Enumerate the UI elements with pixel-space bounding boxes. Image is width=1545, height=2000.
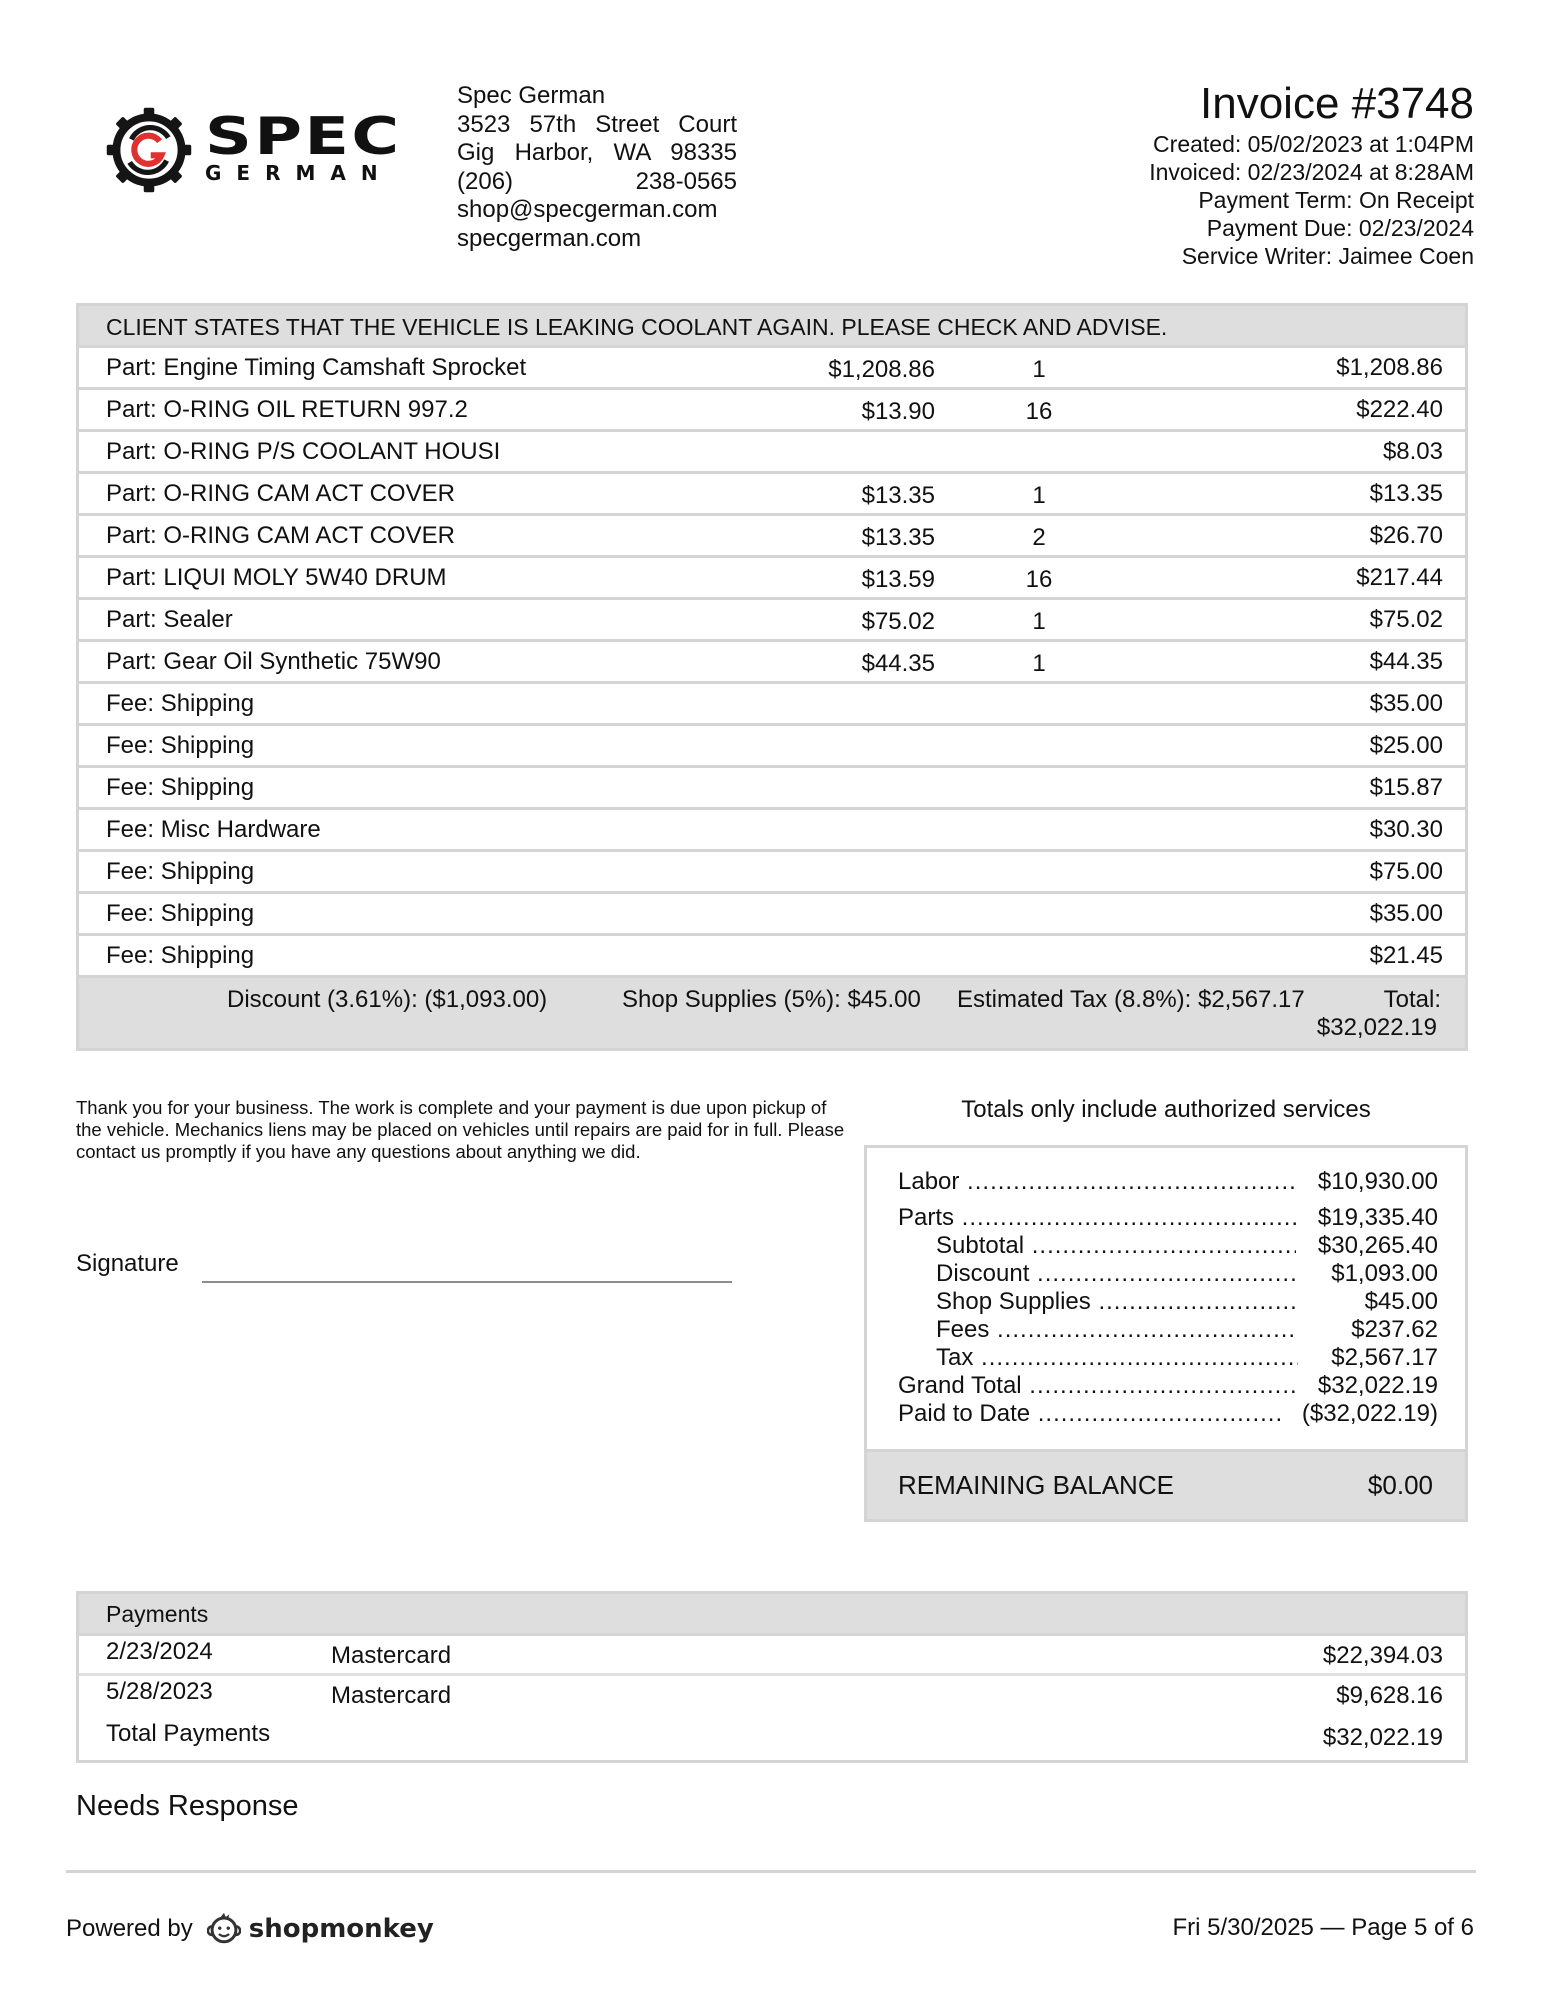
totals-row-label: Labor ..... [898, 1168, 1296, 1196]
line-item-quantity: 2 [1032, 524, 1046, 551]
line-item-row [79, 432, 1465, 474]
line-item-description: Part: O-RING CAM ACT COVER [106, 480, 455, 507]
invoice-meta [1149, 78, 1474, 270]
service-writer: Service Writer: Jaimee Coen [1181, 243, 1474, 269]
line-item-description: Fee: Shipping [106, 732, 255, 759]
payment-method: Mastercard [331, 1642, 452, 1669]
gear-logo-icon [105, 106, 193, 194]
logo-wordmark-bottom: GERMAN [205, 161, 393, 185]
totals-row-tax [898, 1344, 1438, 1372]
payments-header: Payments [79, 1594, 1465, 1636]
shop-address-line2: Gig Harbor, WA 98335 [457, 139, 737, 166]
shop-logo [105, 105, 405, 195]
shop-address-line1: 3523 57th Street Court [457, 110, 737, 138]
totals-row-parts [898, 1204, 1438, 1232]
line-item-description: Part: Engine Timing Camshaft Sprocket [106, 354, 527, 381]
totals-row-paid-to-date [898, 1400, 1438, 1428]
line-item-description: Part: Sealer [106, 606, 233, 633]
totals-row-label: Parts ..... [898, 1204, 1296, 1232]
line-item-description: Fee: Shipping [106, 858, 255, 885]
payments-table [76, 1591, 1468, 1763]
line-item-total: $75.00 [1369, 858, 1443, 885]
shop-supplies-summary: Shop Supplies (5%): $45.00 [622, 986, 921, 1013]
line-item-total: $26.70 [1369, 522, 1443, 549]
line-item-row [79, 516, 1465, 558]
total-value: $32,022.19 [1316, 1014, 1437, 1041]
items-summary-row [79, 978, 1465, 1048]
payment-date: 2/23/2024 [106, 1638, 213, 1665]
line-item-row [79, 558, 1465, 600]
totals-row-fees [898, 1316, 1438, 1344]
line-item-quantity: 1 [1032, 650, 1046, 677]
line-item-row [79, 726, 1465, 768]
signature-label: Signature [76, 1250, 179, 1277]
line-item-description: Part: O-RING CAM ACT COVER [106, 522, 455, 549]
line-item-unit-price: $13.59 [861, 566, 935, 593]
discount-summary: Discount (3.61%): ($1,093.00) [227, 986, 548, 1013]
customer-concern: CLIENT STATES THAT THE VEHICLE IS LEAKING COOLANT AGAIN. PLEASE CHECK AND ADVISE. [79, 306, 1465, 348]
line-item-unit-price: $13.35 [861, 482, 935, 509]
totals-row-label: Grand Total ..... [898, 1372, 1296, 1400]
line-item-quantity: 1 [1032, 608, 1046, 635]
totals-row-value: $237.62 [1351, 1316, 1438, 1343]
payment-row [79, 1676, 1465, 1718]
line-item-description: Fee: Shipping [106, 774, 255, 801]
line-item-total: $222.40 [1356, 396, 1443, 423]
line-item-description: Fee: Shipping [106, 690, 255, 717]
total-payments-row [79, 1718, 1465, 1760]
line-item-row [79, 600, 1465, 642]
line-item-total: $44.35 [1369, 648, 1443, 675]
line-item-total: $217.44 [1356, 564, 1443, 591]
shopmonkey-monkey-icon [207, 1912, 241, 1946]
page-info: Fri 5/30/2025 — Page 5 of 6 [1172, 1914, 1474, 1941]
shop-contact-info [457, 82, 737, 253]
line-item-unit-price: $44.35 [861, 650, 935, 677]
estimated-tax-summary: Estimated Tax (8.8%): $2,567.17 [957, 986, 1305, 1013]
line-item-quantity: 1 [1032, 356, 1046, 383]
totals-row-value: $32,022.19 [1317, 1372, 1438, 1399]
total-payments-amount: $32,022.19 [1322, 1724, 1443, 1751]
totals-row-label: Shop Supplies ..... [898, 1288, 1298, 1316]
line-item-unit-price: $75.02 [861, 608, 935, 635]
totals-row-label: Tax ..... [898, 1344, 1298, 1372]
remaining-balance-label: REMAINING BALANCE [898, 1470, 1174, 1500]
invoice-title: Invoice #3748 [1200, 79, 1474, 128]
line-item-quantity: 16 [1025, 398, 1053, 425]
line-item-description: Part: Gear Oil Synthetic 75W90 [106, 648, 441, 675]
payment-date: 5/28/2023 [106, 1678, 213, 1705]
line-item-description: Fee: Misc Hardware [106, 816, 321, 843]
payment-term: Payment Term: On Receipt [1198, 187, 1474, 213]
payment-amount: $9,628.16 [1336, 1682, 1443, 1709]
line-item-total: $30.30 [1369, 816, 1443, 843]
line-item-description: Fee: Shipping [106, 900, 255, 927]
totals-row-grand-total [898, 1372, 1438, 1400]
totals-row-label: Subtotal ..... [898, 1232, 1296, 1260]
totals-row-subtotal [898, 1232, 1438, 1260]
line-item-description: Part: LIQUI MOLY 5W40 DRUM [106, 564, 447, 591]
line-item-row [79, 810, 1465, 852]
totals-row-labor [898, 1168, 1438, 1196]
line-item-description: Part: O-RING P/S COOLANT HOUSI [106, 438, 501, 465]
totals-row-label: Discount ..... [898, 1260, 1298, 1288]
totals-row-discount [898, 1260, 1438, 1288]
line-item-row [79, 768, 1465, 810]
totals-row-value: $10,930.00 [1317, 1168, 1438, 1195]
powered-by [66, 1912, 434, 1946]
totals-row-label: Fees ..... [898, 1316, 1298, 1344]
signature-line[interactable] [202, 1281, 732, 1283]
line-item-quantity: 16 [1025, 566, 1053, 593]
line-item-row [79, 348, 1465, 390]
totals-row-value: $2,567.17 [1331, 1344, 1438, 1371]
shopmonkey-brand: shopmonkey [248, 1914, 434, 1944]
total-label: Total: [1383, 986, 1441, 1013]
line-item-unit-price: $13.90 [861, 398, 935, 425]
line-items-table [76, 303, 1468, 1051]
totals-row-value: $45.00 [1364, 1288, 1438, 1315]
line-item-total: $35.00 [1369, 900, 1443, 927]
totals-row-value: ($32,022.19) [1301, 1400, 1438, 1427]
totals-box [864, 1145, 1468, 1522]
line-item-total: $8.03 [1382, 438, 1443, 465]
line-item-description: Fee: Shipping [106, 942, 255, 969]
footer-divider [66, 1870, 1476, 1873]
shop-name: Spec German [457, 82, 606, 109]
remaining-balance-row [867, 1449, 1465, 1519]
line-item-description: Part: O-RING OIL RETURN 997.2 [106, 396, 468, 423]
line-item-row [79, 684, 1465, 726]
payment-amount: $22,394.03 [1322, 1642, 1443, 1669]
totals-row-value: $1,093.00 [1331, 1260, 1438, 1287]
line-item-row [79, 390, 1465, 432]
remaining-balance-value: $0.00 [1367, 1470, 1433, 1500]
line-item-total: $15.87 [1369, 774, 1443, 801]
line-item-unit-price: $13.35 [861, 524, 935, 551]
line-item-total: $25.00 [1369, 732, 1443, 759]
totals-caption: Totals only include authorized services [961, 1096, 1371, 1123]
totals-row-value: $19,335.40 [1317, 1204, 1438, 1231]
total-payments-label: Total Payments [106, 1720, 271, 1747]
totals-row-label: Paid to Date ..... [898, 1400, 1280, 1428]
shop-email: shop@specgerman.com [457, 196, 718, 223]
terms-text: Thank you for your business. The work is complete and your payment is due upon pickup of the vehicle. Mechanics liens may be placed on vehicles until repairs are paid for in full. Please contact us promptly if you have any questions about anything we did. [76, 1097, 845, 1162]
line-item-quantity: 1 [1032, 482, 1046, 509]
line-item-row [79, 852, 1465, 894]
totals-row-value: $30,265.40 [1317, 1232, 1438, 1259]
payment-due: Payment Due: 02/23/2024 [1206, 215, 1474, 241]
shop-phone: (206) 238-0565 [457, 167, 737, 195]
line-item-total: $21.45 [1369, 942, 1443, 969]
line-item-total: $13.35 [1369, 480, 1443, 507]
payment-row [79, 1636, 1465, 1676]
shop-website: specgerman.com [457, 224, 642, 252]
line-item-row [79, 642, 1465, 684]
line-item-unit-price: $1,208.86 [828, 356, 935, 383]
line-item-total: $1,208.86 [1336, 354, 1443, 381]
created-date: Created: 05/02/2023 at 1:04PM [1153, 131, 1474, 157]
payment-method: Mastercard [331, 1682, 452, 1709]
line-item-row [79, 474, 1465, 516]
invoiced-date: Invoiced: 02/23/2024 at 8:28AM [1149, 159, 1474, 185]
line-item-total: $75.02 [1369, 606, 1443, 633]
line-item-row [79, 894, 1465, 936]
line-item-total: $35.00 [1369, 690, 1443, 717]
needs-response-heading: Needs Response [76, 1790, 299, 1822]
logo-wordmark-top: SPEC [205, 107, 402, 167]
powered-by-label: Powered by [66, 1915, 193, 1942]
line-item-row [79, 936, 1465, 978]
totals-row-shop-supplies [898, 1288, 1438, 1316]
